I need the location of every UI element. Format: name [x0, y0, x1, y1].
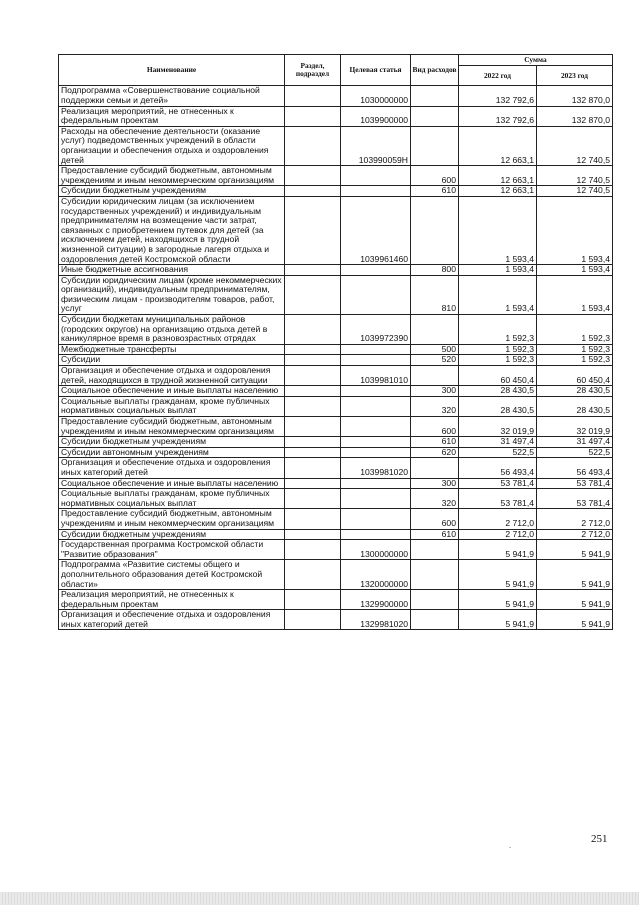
row-article: 1329900000 — [341, 590, 411, 610]
row-section — [285, 478, 341, 489]
table-row — [59, 529, 613, 540]
row-sum-2022: 32 019,9 — [459, 417, 537, 437]
row-name: Подпрограмма «Совершенствование социальной поддержки семьи и детей» — [59, 86, 285, 106]
row-expense — [411, 590, 459, 610]
row-sum-2023: 60 450,4 — [537, 366, 613, 386]
table-row — [59, 126, 613, 165]
row-sum-2022: 1 593,4 — [459, 196, 537, 264]
budget-table — [58, 54, 613, 630]
row-sum-2022: 53 781,4 — [459, 489, 537, 509]
row-article — [341, 489, 411, 509]
row-name: Предоставление субсидий бюджетным, автономным учреждениям и иным некоммерческим организациям — [59, 417, 285, 437]
table-row — [59, 417, 613, 437]
row-section — [285, 396, 341, 416]
row-section — [285, 186, 341, 197]
table-row — [59, 386, 613, 397]
row-expense: 300 — [411, 386, 459, 397]
row-sum-2023: 56 493,4 — [537, 458, 613, 478]
row-name: Подпрограмма «Развитие системы общего и дополнительного образования детей Костромской области» — [59, 560, 285, 590]
row-expense — [411, 86, 459, 106]
row-sum-2023: 28 430,5 — [537, 386, 613, 397]
row-expense: 320 — [411, 396, 459, 416]
row-sum-2023: 5 941,9 — [537, 540, 613, 560]
row-sum-2022: 132 792,6 — [459, 86, 537, 106]
row-section — [285, 447, 341, 458]
row-article — [341, 478, 411, 489]
table-row — [59, 186, 613, 197]
row-section — [285, 86, 341, 106]
table-row — [59, 355, 613, 366]
row-sum-2023: 28 430,5 — [537, 396, 613, 416]
scan-speck — [509, 847, 511, 848]
header-sum: Сумма — [459, 55, 613, 66]
row-article: 1320000000 — [341, 560, 411, 590]
table-row — [59, 344, 613, 355]
row-sum-2022: 28 430,5 — [459, 386, 537, 397]
row-name: Организация и обеспечение отдыха и оздоровления иных категорий детей — [59, 610, 285, 630]
row-name: Субсидии автономным учреждениям — [59, 447, 285, 458]
row-sum-2022: 2 712,0 — [459, 509, 537, 529]
row-article — [341, 437, 411, 448]
row-sum-2023: 12 740,5 — [537, 126, 613, 165]
row-section — [285, 275, 341, 314]
row-sum-2023: 1 592,3 — [537, 315, 613, 345]
row-section — [285, 610, 341, 630]
table-row — [59, 366, 613, 386]
row-section — [285, 509, 341, 529]
row-sum-2023: 522,5 — [537, 447, 613, 458]
row-article — [341, 386, 411, 397]
row-expense — [411, 366, 459, 386]
row-article: 103990059Н — [341, 126, 411, 165]
header-section: Раздел, подраздел — [285, 55, 341, 86]
row-expense: 810 — [411, 275, 459, 314]
row-sum-2023: 1 593,4 — [537, 265, 613, 276]
row-name: Социальное обеспечение и иные выплаты населению — [59, 386, 285, 397]
row-sum-2022: 53 781,4 — [459, 478, 537, 489]
row-sum-2023: 53 781,4 — [537, 478, 613, 489]
row-name: Межбюджетные трансферты — [59, 344, 285, 355]
table-body — [59, 86, 613, 630]
row-sum-2022: 56 493,4 — [459, 458, 537, 478]
header-name: Наименование — [59, 55, 285, 86]
table-row — [59, 458, 613, 478]
row-article — [341, 417, 411, 437]
row-sum-2022: 132 792,6 — [459, 106, 537, 126]
page-number: 251 — [591, 833, 608, 845]
row-section — [285, 366, 341, 386]
row-section — [285, 590, 341, 610]
row-expense — [411, 196, 459, 264]
row-article: 1300000000 — [341, 540, 411, 560]
row-name: Социальное обеспечение и иные выплаты населению — [59, 478, 285, 489]
row-section — [285, 126, 341, 165]
row-name: Организация и обеспечение отдыха и оздоровления иных категорий детей — [59, 458, 285, 478]
row-name: Субсидии юридическим лицам (за исключением государственных учреждений) и индивидуальным предпринимателям на возмещение части затрат, связанных с приобретением путевок для детей (за исключением детей, находящихся в трудной жизненной ситуации) в загородные лагеря отдыха и оздоровления детей Костромской области — [59, 196, 285, 264]
row-name: Иные бюджетные ассигнования — [59, 265, 285, 276]
table-row — [59, 106, 613, 126]
table-row — [59, 437, 613, 448]
row-sum-2023: 1 593,4 — [537, 275, 613, 314]
row-section — [285, 106, 341, 126]
row-sum-2022: 60 450,4 — [459, 366, 537, 386]
row-section — [285, 166, 341, 186]
row-sum-2023: 53 781,4 — [537, 489, 613, 509]
table-header — [59, 55, 613, 86]
row-article: 1039981010 — [341, 366, 411, 386]
row-sum-2022: 1 592,3 — [459, 344, 537, 355]
row-sum-2022: 5 941,9 — [459, 560, 537, 590]
row-sum-2022: 522,5 — [459, 447, 537, 458]
row-sum-2023: 132 870,0 — [537, 86, 613, 106]
row-sum-2023: 5 941,9 — [537, 590, 613, 610]
row-section — [285, 489, 341, 509]
row-name: Субсидии бюджетным учреждениям — [59, 186, 285, 197]
row-expense: 320 — [411, 489, 459, 509]
row-section — [285, 344, 341, 355]
row-sum-2023: 1 592,3 — [537, 344, 613, 355]
row-expense: 620 — [411, 447, 459, 458]
row-article — [341, 529, 411, 540]
row-sum-2023: 32 019,9 — [537, 417, 613, 437]
row-name: Государственная программа Костромской области "Развитие образования" — [59, 540, 285, 560]
row-expense: 600 — [411, 509, 459, 529]
row-article: 1030000000 — [341, 86, 411, 106]
row-section — [285, 540, 341, 560]
table-row — [59, 275, 613, 314]
row-article — [341, 509, 411, 529]
row-expense — [411, 315, 459, 345]
row-sum-2022: 1 593,4 — [459, 275, 537, 314]
table-row — [59, 540, 613, 560]
row-sum-2022: 1 592,3 — [459, 355, 537, 366]
row-expense — [411, 610, 459, 630]
row-sum-2023: 132 870,0 — [537, 106, 613, 126]
row-sum-2022: 2 712,0 — [459, 529, 537, 540]
row-name: Организация и обеспечение отдыха и оздоровления детей, находящихся в трудной жизненной ситуации — [59, 366, 285, 386]
row-sum-2023: 2 712,0 — [537, 529, 613, 540]
row-article — [341, 275, 411, 314]
row-name: Социальные выплаты гражданам, кроме публичных нормативных социальных выплат — [59, 396, 285, 416]
row-name: Предоставление субсидий бюджетным, автономным учреждениям и иным некоммерческим организациям — [59, 509, 285, 529]
row-sum-2023: 31 497,4 — [537, 437, 613, 448]
row-expense — [411, 126, 459, 165]
row-article: 1039981020 — [341, 458, 411, 478]
table-row — [59, 196, 613, 264]
row-section — [285, 386, 341, 397]
table-row — [59, 489, 613, 509]
row-section — [285, 437, 341, 448]
row-section — [285, 315, 341, 345]
row-expense: 500 — [411, 344, 459, 355]
table-row — [59, 265, 613, 276]
row-name: Расходы на обеспечение деятельности (оказание услуг) подведомственных учреждений в области организации и обеспечения отдыха и оздоровления детей — [59, 126, 285, 165]
row-article — [341, 265, 411, 276]
row-article: 1039900000 — [341, 106, 411, 126]
row-sum-2023: 1 592,3 — [537, 355, 613, 366]
table-row — [59, 478, 613, 489]
row-expense — [411, 458, 459, 478]
table-row — [59, 447, 613, 458]
scan-edge-strip — [0, 892, 639, 905]
row-expense — [411, 540, 459, 560]
row-name: Предоставление субсидий бюджетным, автономным учреждениям и иным некоммерческим организациям — [59, 166, 285, 186]
table-row — [59, 315, 613, 345]
header-year-2023: 2023 год — [537, 66, 613, 86]
row-expense: 610 — [411, 529, 459, 540]
header-year-2022: 2022 год — [459, 66, 537, 86]
row-sum-2023: 5 941,9 — [537, 560, 613, 590]
row-sum-2022: 1 592,3 — [459, 315, 537, 345]
row-name: Субсидии бюджетам муниципальных районов (городских округов) на организацию отдыха детей в каникулярное время в разновозрастных отрядах — [59, 315, 285, 345]
row-sum-2022: 12 663,1 — [459, 166, 537, 186]
row-expense: 610 — [411, 186, 459, 197]
row-sum-2022: 5 941,9 — [459, 590, 537, 610]
row-expense: 610 — [411, 437, 459, 448]
row-article — [341, 344, 411, 355]
row-article — [341, 396, 411, 416]
row-expense: 600 — [411, 417, 459, 437]
row-sum-2023: 12 740,5 — [537, 166, 613, 186]
row-section — [285, 458, 341, 478]
table-row — [59, 396, 613, 416]
row-name: Субсидии — [59, 355, 285, 366]
table-row — [59, 560, 613, 590]
table-row — [59, 610, 613, 630]
row-article — [341, 447, 411, 458]
row-sum-2022: 1 593,4 — [459, 265, 537, 276]
row-article — [341, 166, 411, 186]
row-expense: 520 — [411, 355, 459, 366]
row-section — [285, 560, 341, 590]
row-section — [285, 417, 341, 437]
row-expense — [411, 106, 459, 126]
row-name: Субсидии бюджетным учреждениям — [59, 529, 285, 540]
row-sum-2022: 5 941,9 — [459, 610, 537, 630]
row-name: Социальные выплаты гражданам, кроме публичных нормативных социальных выплат — [59, 489, 285, 509]
row-name: Субсидии бюджетным учреждениям — [59, 437, 285, 448]
row-name: Реализация мероприятий, не отнесенных к федеральным проектам — [59, 590, 285, 610]
row-section — [285, 196, 341, 264]
row-expense: 800 — [411, 265, 459, 276]
row-sum-2023: 12 740,5 — [537, 186, 613, 197]
row-article: 1039972390 — [341, 315, 411, 345]
row-sum-2022: 12 663,1 — [459, 126, 537, 165]
header-article: Целевая статья — [341, 55, 411, 86]
row-sum-2022: 5 941,9 — [459, 540, 537, 560]
row-article: 1329981020 — [341, 610, 411, 630]
row-name: Субсидии юридическим лицам (кроме некоммерческих организаций), индивидуальным предпринимателям, физическим лицам - производителям товаров, работ, услуг — [59, 275, 285, 314]
row-article — [341, 355, 411, 366]
row-sum-2023: 2 712,0 — [537, 509, 613, 529]
row-sum-2022: 12 663,1 — [459, 186, 537, 197]
row-section — [285, 265, 341, 276]
row-article: 1039961460 — [341, 196, 411, 264]
row-section — [285, 529, 341, 540]
row-sum-2023: 1 593,4 — [537, 196, 613, 264]
table-row — [59, 509, 613, 529]
row-sum-2022: 28 430,5 — [459, 396, 537, 416]
row-article — [341, 186, 411, 197]
row-section — [285, 355, 341, 366]
row-expense: 300 — [411, 478, 459, 489]
table-row — [59, 590, 613, 610]
row-expense — [411, 560, 459, 590]
table-row — [59, 166, 613, 186]
row-name: Реализация мероприятий, не отнесенных к федеральным проектам — [59, 106, 285, 126]
row-expense: 600 — [411, 166, 459, 186]
table-row — [59, 86, 613, 106]
row-sum-2023: 5 941,9 — [537, 610, 613, 630]
header-expense: Вид расходов — [411, 55, 459, 86]
row-sum-2022: 31 497,4 — [459, 437, 537, 448]
